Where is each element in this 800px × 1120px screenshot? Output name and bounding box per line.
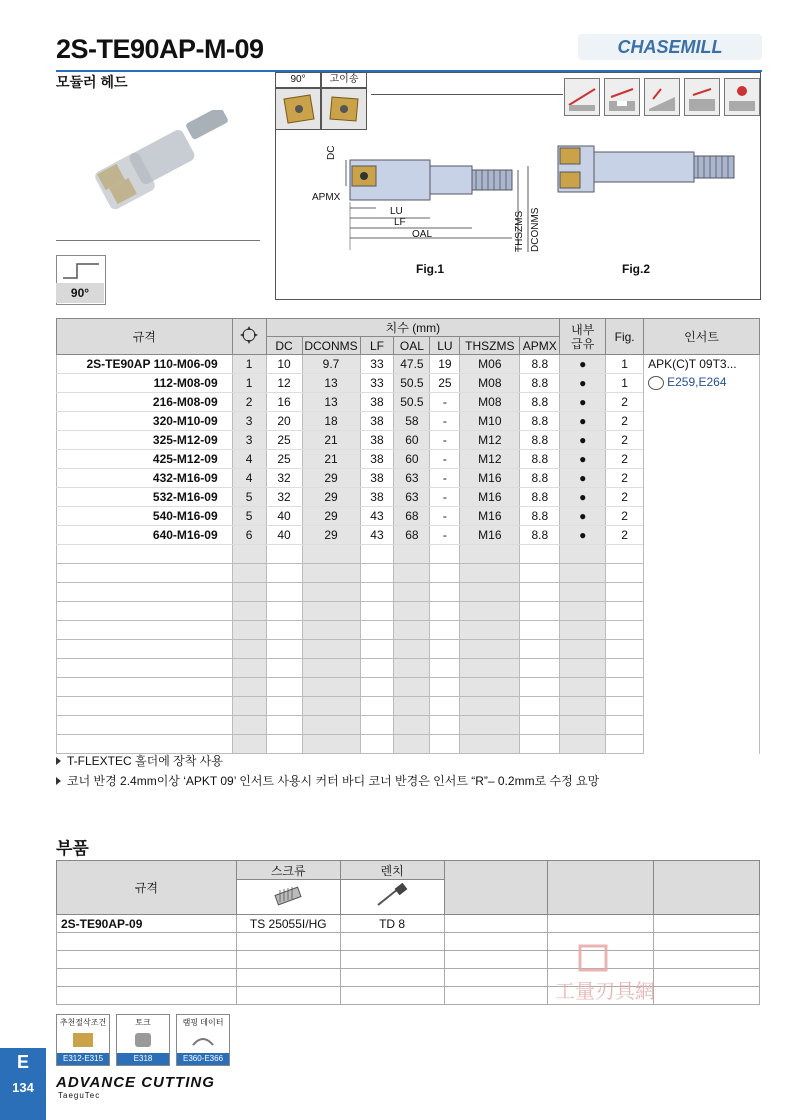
oal-cell: 50.5 (394, 374, 430, 393)
col-lf: LF (360, 337, 394, 355)
lu-cell: - (430, 450, 460, 469)
dconms-cell: 18 (302, 412, 360, 431)
dconms-cell: 21 (302, 450, 360, 469)
z-cell: 6 (232, 526, 266, 545)
coolant-cell: ● (560, 431, 606, 450)
insert-name: APK(C)T 09T3... (648, 357, 737, 371)
model-cell: 325-M12-09 (57, 431, 233, 450)
insert-tab-high-feed: 고이송 (321, 72, 367, 88)
dc-cell: 40 (266, 507, 302, 526)
dconms-cell: 29 (302, 469, 360, 488)
lf-cell: 38 (360, 393, 394, 412)
model-cell: 432-M16-09 (57, 469, 233, 488)
angle-label: 90° (56, 283, 104, 303)
dim-dconms: DCONMS (530, 207, 541, 252)
apmx-cell: 8.8 (520, 431, 560, 450)
fig-cell: 1 (606, 374, 644, 393)
z-cell: 1 (232, 355, 266, 374)
chasemill-logo (578, 32, 762, 62)
thszms-cell: M12 (460, 431, 520, 450)
col-spec: 규격 (57, 319, 233, 355)
lu-cell: - (430, 526, 460, 545)
lf-cell: 38 (360, 450, 394, 469)
parts-title: 부품 (56, 839, 89, 858)
apmx-cell: 8.8 (520, 393, 560, 412)
model-cell: 2S-TE90AP 110-M06-09 (57, 355, 233, 374)
apmx-cell: 8.8 (520, 450, 560, 469)
footer-brand: ADVANCE CUTTING (56, 1074, 215, 1091)
spec-table (56, 318, 760, 754)
coolant-cell: ● (560, 526, 606, 545)
parts-row-wrench: TD 8 (340, 915, 444, 933)
fig-cell: 1 (606, 355, 644, 374)
parts-row-screw: TS 25055I/HG (236, 915, 340, 933)
lf-cell: 43 (360, 526, 394, 545)
thszms-cell: M16 (460, 469, 520, 488)
lu-cell: 25 (430, 374, 460, 393)
oal-cell: 60 (394, 450, 430, 469)
dim-dc: DC (326, 145, 337, 160)
ramping-icon (644, 78, 680, 116)
thszms-cell: M16 (460, 526, 520, 545)
thszms-cell: M16 (460, 507, 520, 526)
fig-cell: 2 (606, 393, 644, 412)
dc-cell: 40 (266, 526, 302, 545)
oal-cell: 58 (394, 412, 430, 431)
page-title: 2S-TE90AP-M-09 (56, 34, 264, 64)
z-cell: 3 (232, 431, 266, 450)
z-cell: 5 (232, 507, 266, 526)
apmx-cell: 8.8 (520, 374, 560, 393)
col-lu: LU (430, 337, 460, 355)
fig-cell: 2 (606, 488, 644, 507)
lf-cell: 38 (360, 469, 394, 488)
col-oal: OAL (394, 337, 430, 355)
dc-cell: 25 (266, 450, 302, 469)
page-number: 134 (12, 1080, 34, 1095)
thszms-cell: M10 (460, 412, 520, 431)
watermark-logo (540, 944, 670, 1014)
product-divider (56, 240, 260, 241)
col-dims: 치수 (mm) (266, 319, 560, 337)
coolant-cell: ● (560, 507, 606, 526)
model-cell: 320-M10-09 (57, 412, 233, 431)
wrench-icon (340, 880, 444, 915)
parts-row-spec: 2S-TE90AP-09 (57, 915, 237, 933)
dc-cell: 32 (266, 469, 302, 488)
model-cell: 216-M08-09 (57, 393, 233, 412)
z-cell: 2 (232, 393, 266, 412)
note-2: 코너 반경 2.4mm이상 ‘APKT 09’ 인서트 사용시 커터 바디 코너 반경은 인서트 “R”– 0.2mm로 수정 요망 (56, 772, 599, 789)
oal-cell: 47.5 (394, 355, 430, 374)
table-row (57, 355, 760, 374)
dconms-cell: 13 (302, 393, 360, 412)
insert-tab-90: 90° (275, 72, 321, 88)
coolant-cell: ● (560, 469, 606, 488)
footer-brand-sub: TaeguTec (58, 1091, 101, 1100)
coolant-cell: ● (560, 355, 606, 374)
fig2-label: Fig.2 (622, 262, 651, 276)
dconms-cell: 13 (302, 374, 360, 393)
screw-icon (236, 880, 340, 915)
shoulder-milling-icon (564, 78, 600, 116)
model-cell: 640-M16-09 (57, 526, 233, 545)
model-cell: 540-M16-09 (57, 507, 233, 526)
svg-text:CHASEMILL: CHASEMILL (617, 37, 723, 57)
parts-col-spec: 규격 (57, 861, 237, 915)
dconms-cell: 29 (302, 507, 360, 526)
lu-cell: - (430, 393, 460, 412)
dim-apmx: APMX (312, 192, 341, 203)
apmx-cell: 8.8 (520, 488, 560, 507)
coolant-cell: ● (560, 488, 606, 507)
oal-cell: 68 (394, 526, 430, 545)
oal-cell: 60 (394, 431, 430, 450)
ramping-data-icon (191, 1029, 215, 1049)
lu-cell: - (430, 412, 460, 431)
col-apmx: APMX (520, 337, 560, 355)
fig1-label: Fig.1 (416, 262, 445, 276)
z-cell: 4 (232, 469, 266, 488)
section-letter: E (16, 1052, 29, 1072)
note-1: T-FLEXTEC 홀더에 장착 사용 (56, 752, 223, 769)
lu-cell: - (430, 488, 460, 507)
col-fig: Fig. (606, 319, 644, 355)
insert-ref-link[interactable]: E259,E264 (648, 375, 759, 390)
dim-lf: LF (394, 217, 406, 228)
cutting-conditions-icon (71, 1029, 95, 1049)
dim-oal: OAL (412, 229, 433, 240)
dconms-cell: 29 (302, 488, 360, 507)
fig-cell: 2 (606, 526, 644, 545)
lf-cell: 43 (360, 507, 394, 526)
col-dconms: DCONMS (302, 337, 360, 355)
thszms-cell: M12 (460, 450, 520, 469)
model-cell: 425-M12-09 (57, 450, 233, 469)
lf-cell: 38 (360, 412, 394, 431)
fig-cell: 2 (606, 507, 644, 526)
insert-cell (644, 355, 760, 754)
dc-cell: 16 (266, 393, 302, 412)
fig2-drawing (552, 140, 742, 200)
model-cell: 112-M08-09 (57, 374, 233, 393)
fig-cell: 2 (606, 450, 644, 469)
dc-cell: 12 (266, 374, 302, 393)
leader-line (371, 94, 563, 95)
helical-icon (684, 78, 720, 116)
col-coolant: 내부 급유 (560, 319, 606, 355)
coolant-cell: ● (560, 412, 606, 431)
apmx-cell: 8.8 (520, 507, 560, 526)
coolant-cell: ● (560, 393, 606, 412)
lu-cell: - (430, 431, 460, 450)
insert-90-image (275, 88, 321, 130)
insert-high-feed-image (321, 88, 367, 130)
dconms-cell: 29 (302, 526, 360, 545)
svg-text:工量刃具網: 工量刃具網 (555, 979, 655, 1003)
product-subtitle: 모듈러 헤드 (56, 74, 128, 90)
z-cell: 5 (232, 488, 266, 507)
thszms-cell: M06 (460, 355, 520, 374)
fig-cell: 2 (606, 469, 644, 488)
lu-cell: - (430, 469, 460, 488)
ref-torque[interactable]: 토크 E318 (116, 1014, 170, 1066)
coolant-icon (724, 78, 760, 116)
apmx-cell: 8.8 (520, 526, 560, 545)
apmx-cell: 8.8 (520, 355, 560, 374)
z-cell: 4 (232, 450, 266, 469)
magnifier-icon (648, 376, 664, 390)
torque-icon (131, 1029, 155, 1049)
apmx-cell: 8.8 (520, 412, 560, 431)
lf-cell: 38 (360, 488, 394, 507)
col-dc: DC (266, 337, 302, 355)
dconms-cell: 21 (302, 431, 360, 450)
oal-cell: 50.5 (394, 393, 430, 412)
dc-cell: 25 (266, 431, 302, 450)
col-insert: 인서트 (644, 319, 760, 355)
model-cell: 532-M16-09 (57, 488, 233, 507)
thszms-cell: M08 (460, 393, 520, 412)
dim-lu: LU (390, 206, 403, 217)
teeth-count-icon (232, 319, 266, 355)
thszms-cell: M08 (460, 374, 520, 393)
parts-col-screw: 스크류 (236, 861, 340, 880)
lf-cell: 33 (360, 355, 394, 374)
dconms-cell: 9.7 (302, 355, 360, 374)
dc-cell: 32 (266, 488, 302, 507)
dc-cell: 20 (266, 412, 302, 431)
oal-cell: 63 (394, 488, 430, 507)
lu-cell: - (430, 507, 460, 526)
z-cell: 1 (232, 374, 266, 393)
coolant-cell: ● (560, 374, 606, 393)
col-thszms: THSZMS (460, 337, 520, 355)
oal-cell: 68 (394, 507, 430, 526)
lu-cell: 19 (430, 355, 460, 374)
fig-cell: 2 (606, 431, 644, 450)
lf-cell: 33 (360, 374, 394, 393)
dim-thszms: THSZMS (514, 210, 525, 252)
parts-col-wrench: 렌치 (340, 861, 444, 880)
slotting-icon (604, 78, 640, 116)
fig-cell: 2 (606, 412, 644, 431)
coolant-cell: ● (560, 450, 606, 469)
ref-cutting-conditions[interactable]: 추천절삭조건 E312-E315 (56, 1014, 110, 1066)
oal-cell: 63 (394, 469, 430, 488)
thszms-cell: M16 (460, 488, 520, 507)
dc-cell: 10 (266, 355, 302, 374)
lf-cell: 38 (360, 431, 394, 450)
z-cell: 3 (232, 412, 266, 431)
ref-ramping-data[interactable]: 램핑 데이터 E360-E366 (176, 1014, 230, 1066)
apmx-cell: 8.8 (520, 469, 560, 488)
product-image (92, 110, 242, 220)
